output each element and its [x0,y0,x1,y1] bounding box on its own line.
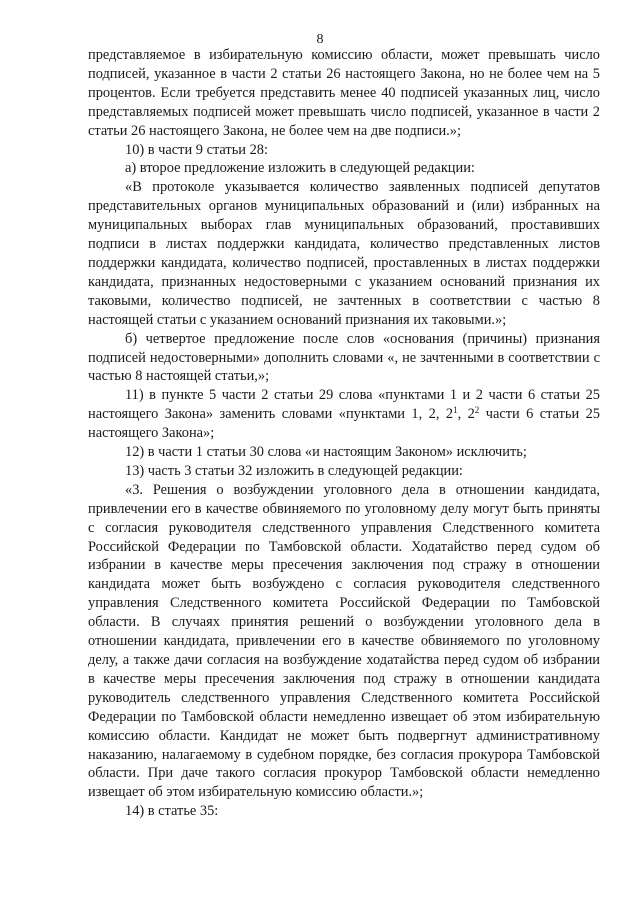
paragraph-continuation: представляемое в избирательную комиссию области, может превышать число подписей, указанное в части 2 статьи 26 настоящего Закона, но не более чем на 5 процентов. Если требуется представить менее 40 подписей указанных лиц, число представляемых подписей может превышать число подписей, указанное в части 2 статьи 26 настоящего Закона, не более чем на две подписи.»; [88,47,600,139]
paragraph-item-14: 14) в статье 35: [125,803,219,820]
item-11-text-2: , 2 [457,406,475,423]
item-11-superscript-2: 2 [474,405,480,416]
paragraph-item-12: 12) в части 1 статьи 30 слова «и настоящим Законом» исключить; [125,444,527,461]
paragraph-item-10: 10) в части 9 статьи 28: [125,141,268,158]
paragraph-item-10b: б) четвертое предложение после слов «основания (причины) признания подписей недостоверными» дополнить словами «, не зачтенными в соответствии с частью 8 настоящей статьи,»; [88,330,600,385]
paragraph-item-10a: а) второе предложение изложить в следующей редакции: [125,160,475,177]
paragraph-item-11 [88,386,600,443]
paragraph-item-13: 13) часть 3 статьи 32 изложить в следующей редакции: [125,462,463,479]
paragraph-quote-protocol: «В протоколе указывается количество заявленных подписей депутатов представительных органов муниципальных образований и (или) избранных на муниципальных выборах глав муниципальных образований, проставивших подписи в листах поддержки кандидата, количество представленных листов поддержки кандидата, количество подписей, проставленных в листах поддержки кандидата, признанных недостоверными с указанием оснований признания их таковыми, количество подписей, не зачтенных в соответствии с частью 8 настоящей статьи с указанием оснований признания их таковыми.»; [88,179,600,328]
item-11-text-3: части 6 статьи 25 настоящего Закона»; [88,406,600,442]
paragraph-quote-criminal-case: «3. Решения о возбуждении уголовного дела в отношении кандидата, привлечении его в качестве обвиняемого по уголовному делу могут быть приняты с согласия руководителя следственного управления Следственного комитета Российской Федерации по Тамбовской области. Ходатайство перед судом об избрании в качестве меры пресечения заключения под стражу в отношении кандидата может быть возбуждено с согласия руководителя следственного управления Следственного комитета Российской Федерации по Тамбовской области. В случаях принятия решений о возбуждении уголовного дела в отношении кандидата, привлечении его в качестве обвиняемого по уголовному делу, а также дачи согласия на возбуждение ходатайства перед судом об избрании в качестве меры пресечения заключения под стражу в отношении кандидата руководитель следственного управления Следственного комитета Российской Федерации по Тамбовской области немедленно извещает об этом избирательную комиссию области. Кандидат не может быть подвергнут административному наказанию, налагаемому в судебном порядке, без согласия прокурора Тамбовской области. При даче такого согласия прокурор Тамбовской области немедленно извещает об этом избирательную комиссию области.»; [88,481,600,801]
item-11-superscript-1: 1 [453,405,458,416]
document-body [88,46,600,821]
page-number: 8 [316,32,324,47]
item-11-text-1: 11) в пункте 5 части 2 статьи 29 слова «пунктами 1 и 2 части 6 статьи 25 настоящего Закона» заменить словами «пунктами 1, 2, 2 [88,387,600,423]
